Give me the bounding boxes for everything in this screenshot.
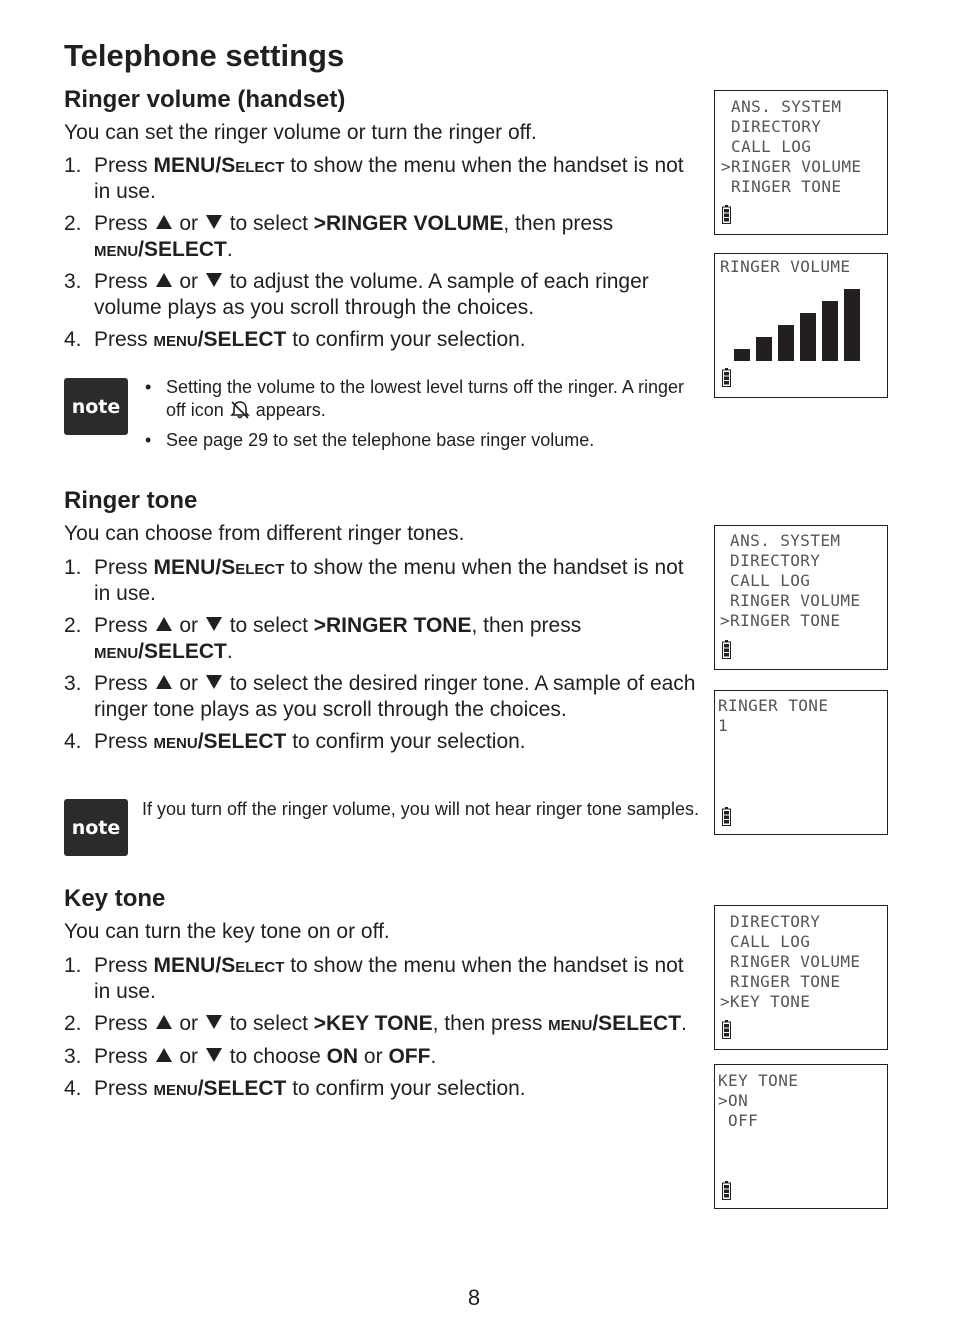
up-arrow-icon: [156, 1048, 172, 1062]
lcd-title: RINGER VOLUME: [720, 257, 851, 276]
step-number: 3.: [64, 672, 82, 695]
step-number: 1.: [64, 154, 82, 177]
step-number: 1.: [64, 954, 82, 977]
lcd-line: ANS. SYSTEM: [721, 97, 842, 116]
volume-level-bar: [800, 313, 816, 361]
lcd-screen-ringer-tone: [714, 690, 888, 835]
intro-key-tone: You can turn the key tone on or off.: [64, 920, 390, 943]
up-arrow-icon: [156, 215, 172, 229]
lcd-line: >RINGER VOLUME: [721, 157, 862, 176]
step-item: 2. Press or to select >KEY TONE, then press menu/SELECT.: [64, 1012, 687, 1035]
steps-ringer-volume: [64, 153, 704, 360]
step-item: 2. Press or to select >RINGER VOLUME, then press menu/SELECT.: [64, 212, 614, 261]
steps-key-tone: [64, 953, 704, 1109]
lcd-line: DIRECTORY: [721, 117, 822, 136]
lcd-line: OFF: [718, 1111, 759, 1130]
lcd-screen-ringer-volume: [714, 253, 888, 398]
lcd-line: >KEY TONE: [720, 992, 811, 1011]
lcd-line: RINGER TONE: [720, 972, 841, 991]
down-arrow-icon: [206, 1048, 222, 1062]
battery-icon: [722, 205, 731, 224]
ringer-off-icon: [229, 400, 251, 420]
intro-ringer-tone: You can choose from different ringer tones.: [64, 522, 465, 545]
page-title: Telephone settings: [64, 38, 345, 73]
section-heading-key-tone: Key tone: [64, 885, 166, 912]
step-number: 2.: [64, 212, 82, 235]
volume-level-bar: [844, 289, 860, 361]
lcd-line: RINGER TONE: [721, 177, 842, 196]
step-number: 4.: [64, 1077, 82, 1100]
volume-level-bar: [756, 337, 772, 361]
lcd-line: >RINGER TONE: [720, 611, 841, 630]
lcd-line: ANS. SYSTEM: [720, 531, 841, 550]
down-arrow-icon: [206, 1015, 222, 1029]
lcd-line: RINGER VOLUME: [720, 591, 861, 610]
step-number: 4.: [64, 730, 82, 753]
section-heading-ringer-volume: Ringer volume (handset): [64, 86, 346, 113]
intro-ringer-volume: You can set the ringer volume or turn the ringer off.: [64, 121, 537, 144]
down-arrow-icon: [206, 273, 222, 287]
lcd-line: KEY TONE: [718, 1071, 799, 1090]
step-number: 2.: [64, 614, 82, 637]
lcd-line: RINGER TONE: [718, 696, 829, 715]
lcd-line: DIRECTORY: [720, 551, 821, 570]
step-item: 4. Press menu/SELECT to confirm your selection.: [64, 1077, 526, 1100]
battery-icon: [722, 807, 731, 826]
step-item: 3. Press or to choose ON or OFF.: [64, 1044, 437, 1068]
volume-level-bar: [822, 301, 838, 361]
step-item: 1. Press MENU/Select to show the menu when the handset is not in use.: [64, 954, 684, 1003]
lcd-line: DIRECTORY: [720, 912, 821, 931]
step-number: 3.: [64, 270, 82, 293]
step-number: 2.: [64, 1012, 82, 1035]
lcd-line: CALL LOG: [720, 932, 811, 951]
down-arrow-icon: [206, 617, 222, 631]
up-arrow-icon: [156, 1015, 172, 1029]
step-item: 4. Press menu/SELECT to confirm your selection.: [64, 730, 526, 753]
note-ringer-tone: If you turn off the ringer volume, you will not hear ringer tone samples.: [142, 799, 699, 819]
step-item: 1. Press MENU/Select to show the menu when the handset is not in use.: [64, 556, 684, 605]
up-arrow-icon: [156, 675, 172, 689]
battery-icon: [722, 640, 731, 659]
section-heading-ringer-tone: Ringer tone: [64, 487, 198, 514]
lcd-screen-main-menu-tone: [714, 525, 888, 670]
step-item: 1. Press MENU/Select to show the menu when the handset is not in use.: [64, 154, 684, 203]
note-bullet: • Setting the volume to the lowest level turns off the ringer. A ringer off icon appears.: [142, 376, 702, 422]
lcd-line: CALL LOG: [720, 571, 811, 590]
lcd-screen-main-menu-key: [714, 905, 888, 1050]
lcd-line: >ON: [718, 1091, 749, 1110]
step-item: 3. Press or to adjust the volume. A sample of each ringer volume plays as you scroll through the choices.: [64, 270, 649, 319]
step-number: 1.: [64, 556, 82, 579]
steps-ringer-tone: [64, 555, 704, 762]
volume-level-bar: [778, 325, 794, 361]
step-item: 4. Press menu/SELECT to confirm your selection.: [64, 328, 526, 351]
lcd-line: RINGER VOLUME: [720, 952, 861, 971]
volume-bars: [734, 281, 874, 361]
step-item: 2. Press or to select >RINGER TONE, then press menu/SELECT.: [64, 614, 582, 663]
battery-icon: [722, 1020, 731, 1039]
note-bullet: • See page 29 to set the telephone base ringer volume.: [142, 429, 702, 452]
up-arrow-icon: [156, 273, 172, 287]
note-badge: note: [64, 799, 128, 856]
volume-level-bar: [734, 349, 750, 361]
down-arrow-icon: [206, 675, 222, 689]
down-arrow-icon: [206, 215, 222, 229]
step-number: 4.: [64, 328, 82, 351]
step-item: 3. Press or to select the desired ringer tone. A sample of each ringer tone plays as you scroll through the choices.: [64, 672, 696, 721]
lcd-line: CALL LOG: [721, 137, 812, 156]
lcd-screen-key-tone: [714, 1064, 888, 1209]
battery-icon: [722, 368, 731, 387]
battery-icon: [722, 1181, 731, 1200]
lcd-screen-main-menu-volume: [714, 90, 888, 235]
lcd-line: 1: [718, 716, 729, 735]
step-number: 3.: [64, 1044, 82, 1068]
up-arrow-icon: [156, 617, 172, 631]
page-number: 8: [467, 1285, 481, 1310]
note-ringer-volume: [142, 376, 702, 459]
note-badge: note: [64, 378, 128, 435]
